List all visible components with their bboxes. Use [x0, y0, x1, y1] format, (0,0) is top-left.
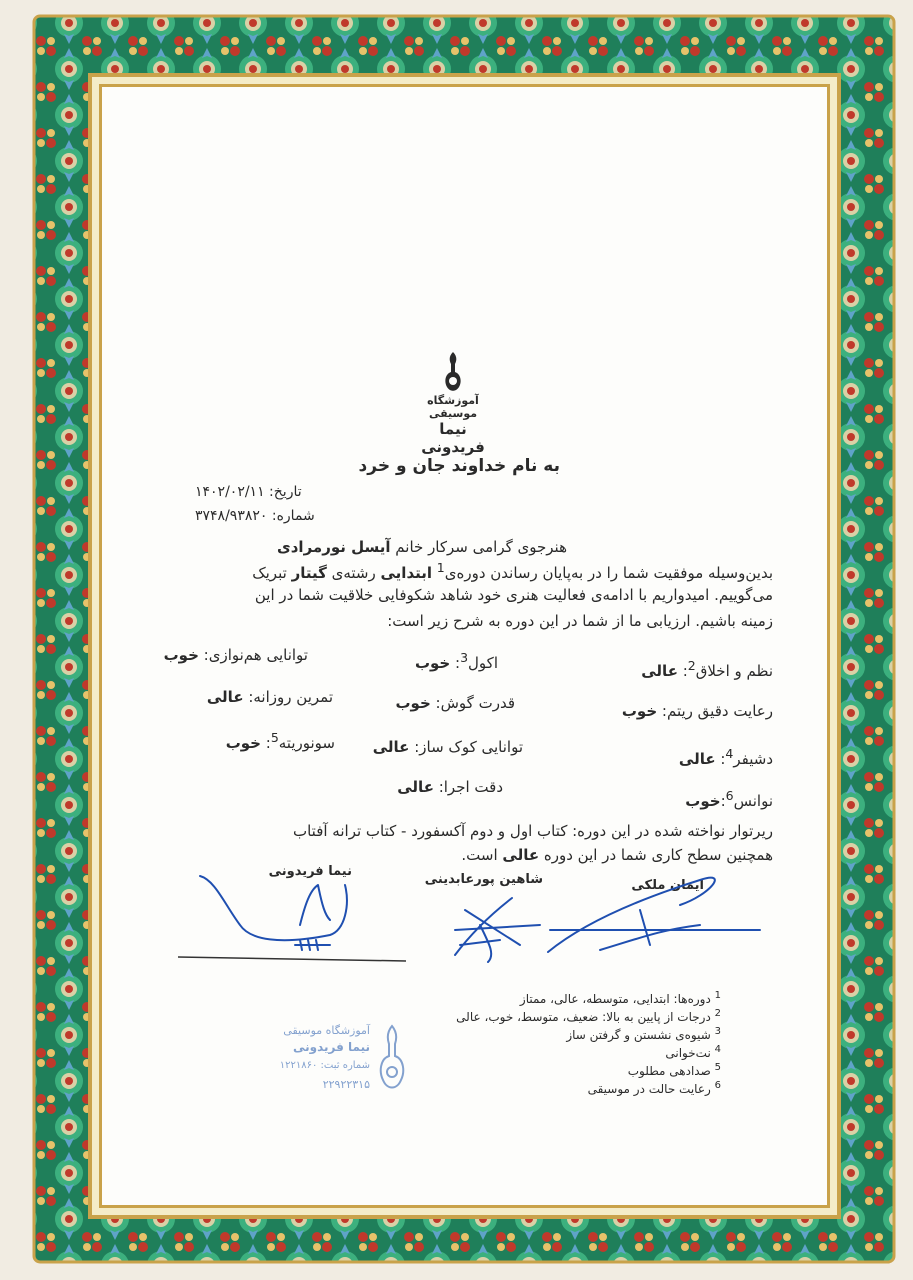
- grade-sup: 5: [270, 730, 279, 745]
- grade-sup: 4: [725, 746, 734, 761]
- grade-value: خوب: [685, 792, 721, 810]
- body-line-1-c: تبریک: [252, 564, 287, 582]
- stamp-line4: ۲۲۹۲۲۳۱۵: [322, 1078, 370, 1091]
- grade-value: عالی: [372, 738, 410, 756]
- body-line-1-b: رشته‌ی: [331, 564, 376, 582]
- body-line-2: می‌گوییم. امیدواریم با ادامه‌ی فعالیت هنری خود شاهد شکوفایی خلاقیت شما در این: [254, 586, 773, 604]
- grade-label: دشیفر: [733, 750, 773, 768]
- footnote-text: درجات از پایین به بالا: ضعیف، متوسط، خوب، عالی: [456, 1010, 711, 1024]
- footnote-text: رعایت حالت در موسیقی: [587, 1082, 711, 1096]
- footnote: [456, 1008, 721, 1024]
- footnote-text: نت‌خوانی: [665, 1046, 711, 1060]
- body-line-1-a: بدین‌وسیله موفقیت شما را در به‌پایان رساندن دوره‌ی: [444, 564, 773, 582]
- footnote-text: شیوه‌ی نشستن و گرفتن ساز: [566, 1028, 711, 1042]
- signature-name: ایمان ملکی: [631, 878, 704, 893]
- stamp-line2: نیما فریدونی: [293, 1040, 370, 1054]
- grade-value: عالی: [678, 750, 716, 768]
- grade-item: سونوریته$^5$: خوب: [225, 730, 335, 752]
- grade-label: توانایی هم‌نوازی: [208, 646, 308, 664]
- signature-underline: [178, 957, 406, 961]
- footnote-number: 2: [714, 1008, 721, 1019]
- stamp-guitar-icon: [372, 1022, 412, 1098]
- summary-b: است.: [461, 846, 498, 864]
- signature-name: شاهین پورعابدینی: [424, 872, 543, 887]
- logo-line1: آموزشگاه موسیقی: [427, 394, 479, 420]
- grade-value: خوب: [163, 646, 199, 664]
- grade-sup: 6: [725, 788, 734, 803]
- grade-label: تمرین روزانه: [253, 688, 333, 706]
- footnote: [566, 1026, 721, 1042]
- grade-sup: 2: [687, 658, 696, 673]
- grade-label: سونوریته: [278, 734, 335, 752]
- number-label: شماره:: [271, 508, 315, 524]
- grade-item: تمرین روزانه: عالی: [206, 688, 333, 706]
- grade-label: قدرت گوش: [440, 694, 515, 712]
- footnote: [520, 990, 721, 1006]
- grade-value: عالی: [641, 662, 678, 680]
- footnote-number: 4: [714, 1044, 721, 1055]
- date-value: ۱۴۰۲/۰۲/۱۱: [195, 484, 265, 500]
- grade-item: دقت اجرا: عالی: [397, 778, 503, 796]
- summary-level: عالی: [502, 846, 540, 864]
- body-line-3: زمینه باشیم. ارزیابی ما از شما در این دوره به شرح زیر است:: [387, 612, 773, 630]
- course-field: گیتار: [291, 564, 327, 582]
- number-value: ۳۷۴۸/۹۳۸۲۰: [195, 508, 268, 524]
- grade-value: خوب: [395, 694, 431, 712]
- school-stamp: [262, 1022, 412, 1102]
- page-title: به نام خداوند جان و خرد: [358, 456, 560, 476]
- footnote: [665, 1044, 721, 1060]
- grade-label: نوانس: [733, 792, 773, 810]
- grade-item: نوانس$^6$:خوب: [685, 788, 773, 810]
- grade-label: رعایت دقیق ریتم: [666, 702, 773, 720]
- signature-shahin: [455, 898, 540, 962]
- grade-value: عالی: [397, 778, 434, 796]
- signature-iman: [548, 878, 760, 952]
- grade-sup: 3: [460, 650, 469, 665]
- grade-label: توانایی کوک ساز: [419, 738, 523, 756]
- footnote-text: دوره‌ها: ابتدایی، متوسطه، عالی، ممتاز: [519, 992, 711, 1006]
- footnote: [588, 1080, 721, 1096]
- footnote-text: صدادهی مطلوب: [627, 1064, 711, 1078]
- recipient-name: آیسل نورمرادی: [276, 538, 391, 556]
- grade-value: خوب: [225, 734, 261, 752]
- grade-item: اکول$^3$: خوب: [414, 650, 498, 672]
- stamp-line3: شماره ثبت: ۱۲۲۱۸۶۰: [279, 1060, 370, 1071]
- footnote-number: 6: [714, 1080, 721, 1091]
- signature-name: نیما فریدونی: [268, 864, 352, 879]
- course-level: ابتدایی: [380, 564, 433, 582]
- date-label: تاریخ:: [269, 484, 302, 500]
- grade-item: توانایی کوک ساز: عالی: [372, 738, 523, 756]
- grade-label: نظم و اخلاق: [695, 662, 773, 680]
- grade-item: رعایت دقیق ریتم: خوب: [621, 702, 773, 720]
- summary-a: همچنین سطح کاری شما در این دوره: [543, 846, 773, 864]
- footnote-number: 1: [714, 990, 721, 1001]
- footnote-number: 3: [714, 1026, 721, 1037]
- footnote-ref-1: 1: [436, 560, 445, 575]
- grade-item: دشیفر$^4$: عالی: [678, 746, 773, 768]
- grade-label: دقت اجرا: [443, 778, 503, 796]
- grade-value: خوب: [414, 654, 451, 672]
- footnote-number: 5: [714, 1062, 721, 1073]
- logo-line2: نیما فریدونی: [421, 420, 485, 456]
- grade-label: اکول: [468, 654, 498, 672]
- grade-item: نظم و اخلاق$^2$: عالی: [641, 658, 773, 680]
- repertoire-line: ریرتوار نواخته شده در این دوره: کتاب اول و دوم آکسفورد - کتاب ترانه آفتاب: [292, 822, 773, 840]
- grade-item: قدرت گوش: خوب: [395, 694, 515, 712]
- grade-value: خوب: [621, 702, 658, 720]
- stamp-line1: آموزشگاه موسیقی: [283, 1024, 370, 1037]
- grade-item: توانایی هم‌نوازی: خوب: [163, 646, 308, 664]
- footnote: [628, 1062, 721, 1078]
- recipient-prefix: هنرجوی گرامی سرکار خانم: [395, 538, 567, 556]
- signature-nima: [200, 876, 347, 950]
- grade-value: عالی: [206, 688, 244, 706]
